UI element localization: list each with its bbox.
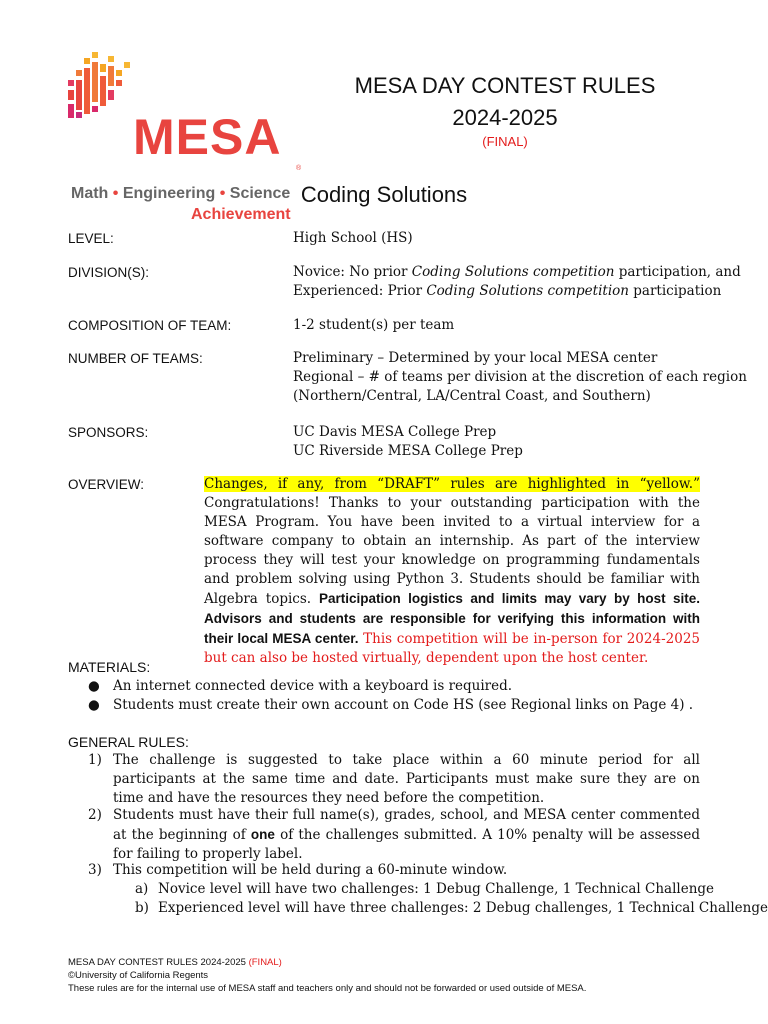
division-line-1: Novice: No prior Coding Solutions competition participation, and	[293, 264, 741, 280]
materials-item: Students must create their own account on Code HS (see Regional links on Page 4) .	[113, 697, 694, 713]
rule-number: 3)	[88, 862, 102, 878]
subrule-b-text: Experienced level will have three challenges: 2 Debug challenges, 1 Technical Challenge	[158, 900, 768, 916]
tag-separator: •	[215, 185, 230, 202]
rule-2-text: Students must have their full name(s), grades, school, and MESA center commented at the beginning of one of the challenges submitted. A 10% penalty will be assessed for failing to properly label.	[113, 807, 700, 862]
sponsor-2: UC Riverside MESA College Prep	[293, 443, 523, 459]
document-title: MESA DAY CONTEST RULES	[354, 73, 656, 98]
mesa-logo-mark-icon	[66, 50, 136, 165]
subrule-letter: b)	[135, 900, 149, 916]
materials-heading: MATERIALS:	[68, 659, 151, 675]
overview-bold: Participation logistics and limits may vary by host site. Advisors and students are responsible for verifying this information with their local MESA center.	[204, 591, 701, 646]
overview-body: Congratulations! Thanks to your outstanding participation with the MESA Program. You have been invited to a virtual interview for a software company to obtain an internship. As part of the interview process they will test your knowledge on programming fundamentals and problem solving using Python 3. Students should be familiar with Algebra topics.	[204, 495, 700, 607]
document-year: 2024-2025	[452, 105, 558, 130]
subrule-letter: a)	[135, 881, 149, 897]
composition-value: 1-2 student(s) per team	[293, 317, 455, 333]
rule-number: 2)	[88, 807, 102, 823]
tag-separator: •	[108, 185, 123, 202]
overview-label: OVERVIEW:	[68, 477, 145, 492]
document-status: (FINAL)	[482, 134, 528, 149]
materials-item: An internet connected device with a keyboard is required.	[113, 678, 513, 694]
overview-highlight: Changes, if any, from “DRAFT” rules are highlighted in “yellow.”	[204, 476, 700, 492]
rule-number: 1)	[88, 752, 102, 768]
mesa-logo	[66, 50, 311, 223]
overview-paragraph	[204, 475, 700, 668]
registered-mark: ®	[296, 165, 302, 172]
rule-1-text: The challenge is suggested to take place within a 60 minute period for all participants at the same time and date. Participants must make sure they are on time and have the resources they need before the competition.	[113, 752, 700, 806]
sponsors-label: SPONSORS:	[68, 425, 149, 440]
bullet-icon: ●	[88, 697, 100, 713]
footer-line-3: These rules are for the internal use of MESA staff and teachers only and should not be forwarded or used outside of MESA.	[68, 983, 587, 994]
teams-line-3: (Northern/Central, LA/Central Coast, and Southern)	[293, 388, 651, 404]
subrule-a-text: Novice level will have two challenges: 1 Debug Challenge, 1 Technical Challenge	[158, 881, 715, 897]
footer-line-2: ©University of California Regents	[68, 970, 209, 981]
teams-line-2: Regional – # of teams per division at the discretion of each region	[293, 369, 747, 385]
logo-wordmark: MESA	[133, 109, 282, 165]
teams-line-1: Preliminary – Determined by your local MESA center	[293, 350, 658, 366]
division-label: DIVISION(S):	[68, 265, 150, 280]
tag-math: Math	[71, 185, 109, 202]
sponsor-1: UC Davis MESA College Prep	[293, 424, 497, 440]
logo-achievement: Achievement	[191, 206, 291, 223]
page-footer	[68, 956, 586, 995]
overview-red: This competition will be in-person for 2024-2025 but can also be hosted virtually, dependent upon the host center.	[204, 631, 700, 666]
rule-3-text: This competition will be held during a 60-minute window.	[113, 862, 508, 878]
bullet-icon: ●	[88, 678, 100, 694]
footer-line-1: MESA DAY CONTEST RULES 2024-2025 (FINAL)	[68, 957, 282, 968]
composition-label: COMPOSITION OF TEAM:	[68, 318, 232, 333]
level-value: High School (HS)	[293, 230, 413, 246]
tag-science: Science	[229, 185, 291, 202]
general-rules-heading: GENERAL RULES:	[68, 734, 189, 750]
section-title: Coding Solutions	[300, 182, 468, 207]
teams-label: NUMBER OF TEAMS:	[68, 351, 203, 366]
level-label: LEVEL:	[68, 231, 114, 246]
tag-engineering: Engineering	[122, 185, 216, 202]
division-line-2: Experienced: Prior Coding Solutions competition participation	[293, 283, 722, 299]
